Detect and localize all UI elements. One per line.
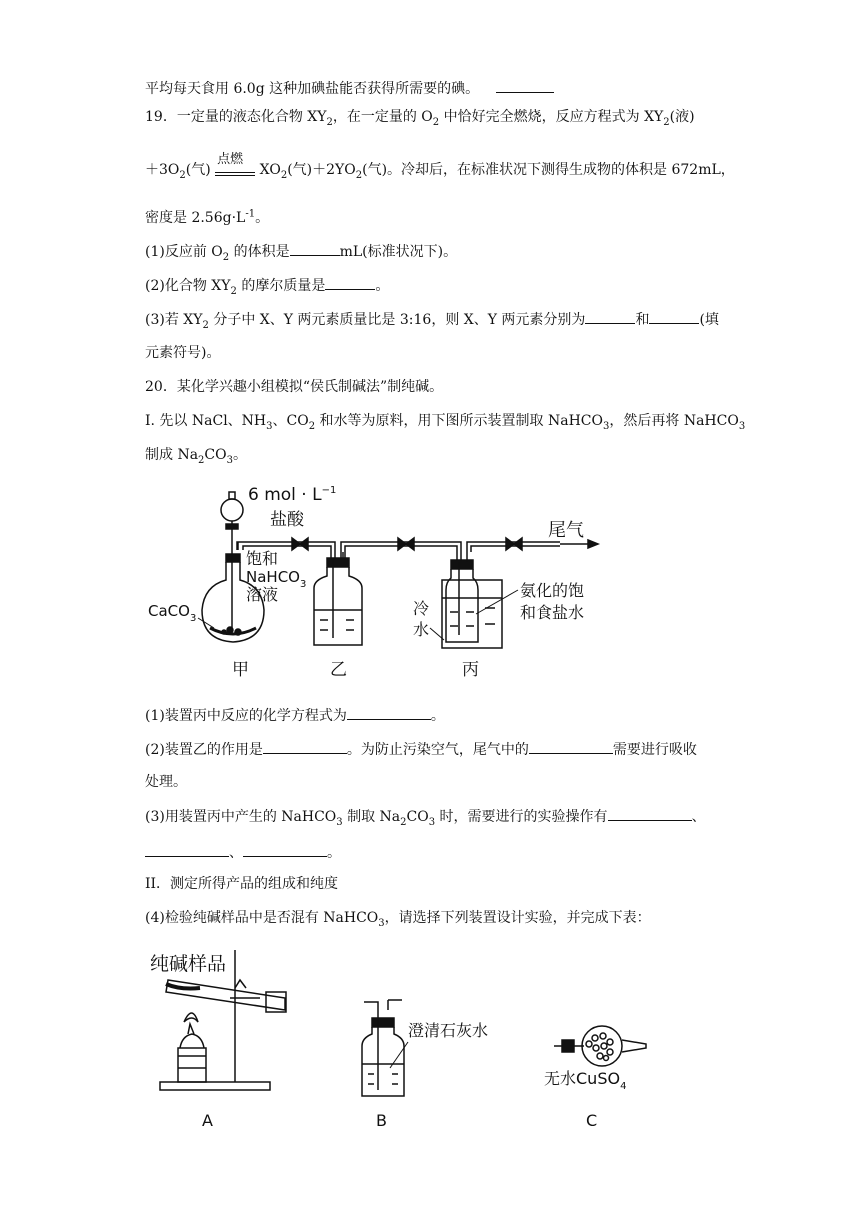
reaction-condition-arrow	[215, 152, 255, 180]
question-title: 20．某化学兴趣小组模拟“侯氏制碱法”制纯碱。	[145, 379, 444, 395]
tail-gas-arrow-icon	[560, 540, 598, 548]
subscript: 3	[603, 420, 610, 432]
subscript: 2	[198, 454, 205, 466]
density-text: 。	[255, 210, 270, 226]
limewater-label: 澄清石灰水	[408, 1021, 489, 1040]
answer-blank[interactable]	[347, 705, 431, 720]
q19-part2	[145, 275, 389, 296]
part-text: 。	[327, 845, 341, 861]
subscript: 3	[378, 917, 385, 929]
subscript: 2	[663, 116, 670, 128]
q19-part3	[145, 309, 719, 330]
subscript: 3	[428, 816, 436, 828]
part-text: 处理。	[145, 774, 187, 790]
q18-tail-line	[145, 78, 554, 99]
label-yi: 乙	[330, 660, 347, 680]
equation-part: (气)＋2YO	[287, 162, 356, 178]
subscript: 2	[308, 420, 316, 432]
q20-part2-cont	[145, 772, 187, 792]
part-text: 的摩尔质量是	[236, 278, 326, 294]
answer-blank[interactable]	[290, 241, 340, 256]
cuso4-label: 无水CuSO$_4$	[544, 1069, 627, 1092]
part-text: mL(标准状况下)。	[339, 244, 458, 260]
label-bing: 丙	[462, 660, 479, 680]
limewater-bottle-b-icon	[362, 1000, 404, 1096]
subscript: 2	[222, 251, 230, 263]
answer-blank[interactable]	[263, 739, 347, 754]
reaction-condition: 点燃	[217, 152, 244, 167]
bicarb-label: 溶液	[246, 585, 279, 604]
subscript: 3	[266, 420, 273, 432]
apparatus-figure-2	[140, 940, 700, 1130]
q18-tail-text: 平均每天食用 6.0g 这种加碘盐能否获得所需要的碘。	[145, 81, 480, 97]
part-text: 的体积是	[229, 244, 290, 260]
subscript: 2	[280, 169, 288, 181]
part-text: I. 先以 NaCl、NH	[145, 413, 267, 429]
subscript: 2	[230, 285, 237, 297]
part-text: ，然后再将 NaHCO	[609, 413, 739, 429]
part-text: 时，需要进行的实验操作有	[435, 809, 608, 825]
part-text: 、CO	[272, 413, 309, 429]
label-a: A	[202, 1111, 213, 1130]
q19-equation	[145, 152, 735, 181]
answer-blank[interactable]	[243, 842, 327, 857]
q20-part4	[145, 908, 651, 928]
q19-part1	[145, 241, 457, 262]
part-text: CO	[204, 447, 227, 463]
part-text: ，请选择下列装置设计实验，并完成下表：	[384, 910, 651, 926]
q20-I-line2	[145, 445, 247, 465]
apparatus-figure-1	[140, 480, 620, 680]
equation-part: (气)。冷却后，在标准状况下测得生成物的体积是 672mL，	[362, 162, 735, 178]
part-text: 。	[233, 447, 247, 463]
subscript: 2	[202, 319, 209, 331]
q19-part3-cont	[145, 343, 220, 363]
brine-label: 氨化的饱	[520, 581, 585, 600]
part-text: 和	[635, 312, 650, 328]
brine-label: 和食盐水	[520, 603, 585, 622]
part-text: CO	[406, 809, 429, 825]
answer-blank[interactable]	[496, 78, 554, 93]
part-text: (1)反应前 O	[145, 244, 223, 260]
section-heading: II．测定所得产品的组成和纯度	[145, 876, 339, 892]
subscript: 2	[432, 116, 440, 128]
subscript: 2	[355, 169, 363, 181]
equation-part: XO	[259, 162, 281, 178]
q20-part2	[145, 739, 697, 760]
connecting-tube	[341, 538, 461, 562]
q20-I-line1	[145, 411, 745, 431]
q19-stem-text: 中恰好完全燃烧，反应方程式为 XY	[439, 109, 664, 125]
answer-blank[interactable]	[608, 806, 692, 821]
q19-stem-text: (液)	[669, 109, 695, 125]
density-text: 密度是 2.56g·L	[145, 210, 246, 226]
subscript: 2	[179, 169, 186, 181]
answer-blank[interactable]	[145, 842, 229, 857]
superscript: -1	[245, 208, 256, 220]
acid-name: 盐酸	[270, 510, 304, 530]
part-text: (2)化合物 XY	[145, 278, 231, 294]
part-text: 、	[691, 809, 706, 825]
label-c: C	[586, 1111, 598, 1130]
label-b: B	[376, 1111, 387, 1130]
acid-concentration: 6 mol · $L^{-1}$	[248, 485, 337, 505]
caco3-label: CaCO$_3$	[148, 602, 197, 624]
q20-part3	[145, 806, 706, 827]
part-text: 需要进行吸收	[612, 742, 697, 758]
part-text: 。为防止污染空气，尾气中的	[346, 742, 529, 758]
drying-tube-c-icon	[554, 1026, 646, 1066]
part-text: 。	[375, 278, 390, 294]
label-jia: 甲	[232, 660, 249, 680]
separatory-funnel-icon	[221, 492, 243, 538]
subscript: 2	[400, 816, 407, 828]
part-text: (2)装置乙的作用是	[145, 742, 263, 758]
bicarb-label: NaHCO$_3$	[246, 568, 307, 590]
subscript: 3	[336, 816, 343, 828]
q20-title	[145, 377, 443, 397]
bottle-yi-icon	[314, 552, 362, 645]
answer-blank[interactable]	[585, 309, 635, 324]
part-text: 分子中 X、Y 两元素质量比是 3:16，则 X、Y 两元素分别为	[208, 312, 586, 328]
cold-water-label: 冷	[413, 599, 430, 618]
cold-water-label: 水	[413, 620, 430, 639]
q19-stem-text: 19．一定量的液态化合物 XY	[145, 109, 327, 125]
part-text: 元素符号)。	[145, 345, 221, 361]
q20-section-II	[145, 874, 338, 894]
part-text: (3)若 XY	[145, 312, 203, 328]
answer-blank[interactable]	[529, 739, 613, 754]
bicarb-label: 饱和	[246, 549, 279, 568]
part-text: (4)检验纯碱样品中是否混有 NaHCO	[145, 910, 379, 926]
part-text: 、	[229, 845, 243, 861]
answer-blank[interactable]	[325, 275, 375, 290]
part-text: 和水等为原料，用下图所示装置制取 NaHCO	[315, 413, 603, 429]
part-text: (1)装置丙中反应的化学方程式为	[145, 708, 347, 724]
subscript: 3	[226, 454, 233, 466]
part-text: 制成 Na	[145, 447, 199, 463]
part-text: (3)用装置丙中产生的 NaHCO	[145, 809, 337, 825]
answer-blank[interactable]	[649, 309, 699, 324]
part-text: 制取 Na	[342, 809, 401, 825]
part-text: (填	[699, 312, 719, 328]
subscript: 3	[738, 420, 746, 432]
equation-part: ＋3O	[145, 162, 180, 178]
tail-gas-label: 尾气	[548, 520, 584, 541]
part-text: 。	[430, 708, 445, 724]
q19-stem	[145, 107, 695, 127]
equation-part: (气)	[185, 162, 211, 178]
subscript: 2	[326, 116, 333, 128]
sample-label: 纯碱样品	[150, 953, 227, 975]
q20-part3-cont	[145, 842, 341, 863]
q20-part1	[145, 705, 445, 726]
q19-density	[145, 208, 269, 228]
q19-stem-text: ，在一定量的 O	[332, 109, 433, 125]
